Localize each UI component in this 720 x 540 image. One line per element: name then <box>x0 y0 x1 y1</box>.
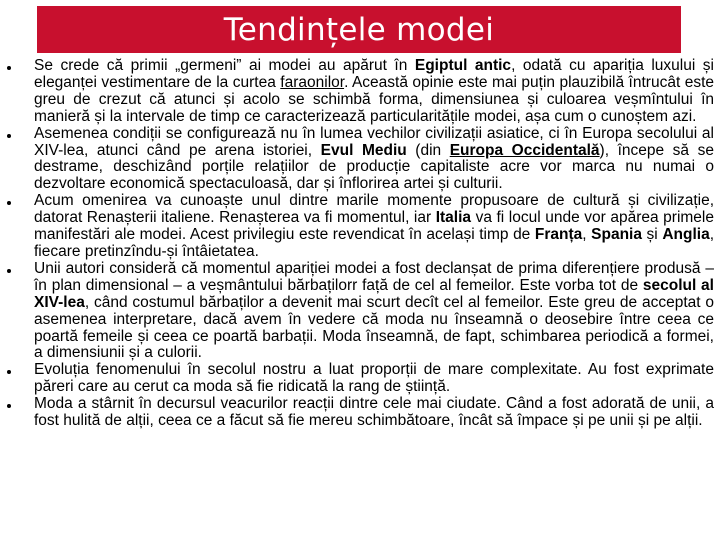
bullet-dot-icon <box>7 404 11 408</box>
text-run: Acum omenirea va cunoaște unul dintre marile momente propusoare de cultură și civilizație, datorat Renașterii italiene. Renașterea va fi momentul, iar <box>34 192 714 227</box>
text-run: Asemenea condiții se configurează nu în lumea vechilor civilizații asiatice, ci în Europa secolului al XIV-lea, atunci când pe arena istoriei, <box>34 124 714 159</box>
bullet-list <box>0 58 720 430</box>
bullet-item <box>0 362 720 396</box>
text-run: Spania <box>591 226 642 244</box>
bullet-dot-icon <box>7 66 11 70</box>
text-run: Evul Mediu <box>320 141 407 159</box>
bullet-text <box>34 58 714 126</box>
text-run: ), începe să se destrame, deschizând porțile relațiilor de producție capitaliste acre vor marca nu numai o dezvoltare economică spectaculoasă, dar și înflorirea artei și culturii. <box>34 141 714 193</box>
bullet-item <box>0 126 720 194</box>
bullet-text <box>34 396 714 430</box>
bullet-dot-icon <box>7 134 11 138</box>
text-run: Evoluția fenomenului în secolul nostru a luat proporții de mare complexitate. Au fost exprimate păreri care au cerut ca moda să fie ridicată la rang de știință. <box>34 361 714 396</box>
bullet-text <box>34 261 714 362</box>
text-run: , <box>582 226 592 244</box>
text-run: Unii autori consideră că momentul apariției modei a fost declanșat de prima diferențiere produsă – în plan dimensional – a veșmântului bărbațilorr față de cel al femeilor. Este vorba tot de <box>34 259 714 294</box>
text-run: Egiptul antic <box>414 57 512 74</box>
slide-title: Tendințele modei <box>37 6 681 53</box>
bullet-dot-icon <box>7 370 11 374</box>
bullet-text <box>34 126 714 194</box>
text-run: , fiecare pretinzîndu-și întâietatea. <box>34 226 715 260</box>
text-run: , odată cu apariția luxului și eleganței vestimentare de la curtea <box>34 57 715 91</box>
bullet-text <box>34 362 714 396</box>
text-run: . Această opinie este mai puțin plauzibilă întrucât este greu de crezut că atunci și acolo se schimbă forma, dimensiunea și culoarea veșmîntului în manieră și la intervale de timp ce caracterizează particularitățile modei, așa cum o cunoștem azi. <box>34 73 714 125</box>
bullet-text <box>34 193 714 261</box>
text-run: Europa Occidentală <box>449 141 600 159</box>
bullet-dot-icon <box>7 269 11 273</box>
bullet-dot-icon <box>7 201 11 205</box>
text-run: faraonilor <box>280 73 345 91</box>
text-run: Anglia <box>662 226 710 244</box>
bullet-item <box>0 193 720 261</box>
text-run: Moda a stârnit în decursul veacurilor reacții dintre cele mai ciudate. Când a fost adorată de unii, a fost hulită de alții, ceea ce a făcut să fie mereu schimbătoare, încât să împace și pe unii și pe alții. <box>34 395 714 430</box>
text-run: Franța <box>534 226 583 244</box>
bullet-item <box>0 58 720 126</box>
text-run: și <box>641 226 663 244</box>
bullet-item <box>0 396 720 430</box>
text-run: , când costumul bărbaților a devenit mai scurt decît cel al femeilor. Este greu de acceptat o asemenea interpretare, dacă avem în vedere că moda nu înseamnă o deosebire între ceea ce poartă femeile și ceea ce poartă barbații. Moda înseamnă, de fapt, schimbarea periodică a formei, a dimensiunii și a culorii. <box>34 293 714 362</box>
text-run: (din <box>406 141 450 159</box>
text-run: Italia <box>435 209 472 227</box>
text-run: secolul al XIV-lea <box>34 276 714 311</box>
text-run: va fi locul unde vor apărea primele manifestări ale modei. Acest privilegiu este revendicat în același timp de <box>34 209 714 244</box>
bullet-item <box>0 261 720 362</box>
text-run: Se crede că primii „germeni” ai modei au apărut în <box>34 57 415 74</box>
